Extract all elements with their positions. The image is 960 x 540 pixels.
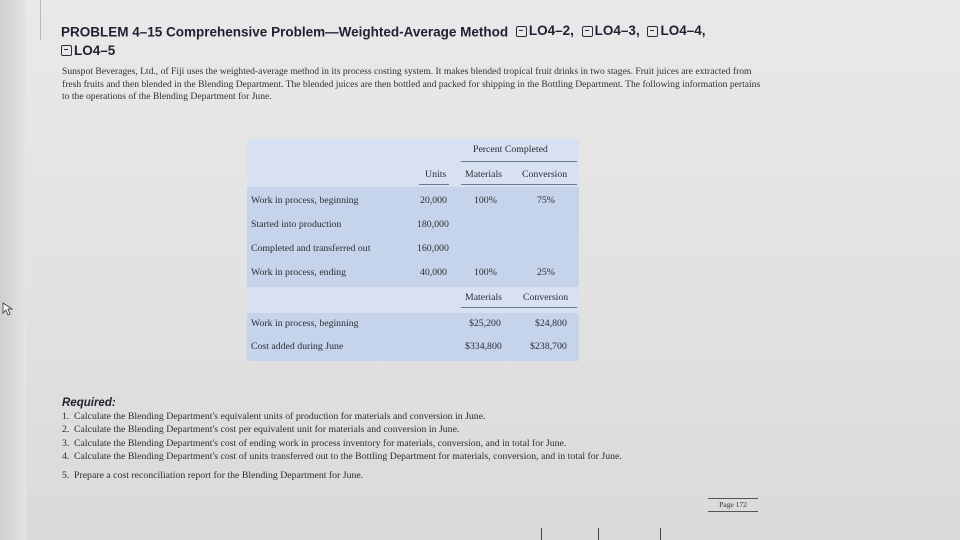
item-number: 2. [62,424,70,436]
row-label: Completed and transferred out [251,243,371,254]
lo-badge[interactable] [647,22,705,40]
row-label: Started into production [251,219,342,230]
item-text: Calculate the Blending Department's cost per equivalent unit for materials and conversion in June. [74,424,460,436]
units-header: Units [425,169,447,180]
page-edge-shadow [0,0,26,540]
item-text: Prepare a cost reconciliation report for the Blending Department for June. [74,470,364,482]
learning-objective-icon [647,26,658,37]
materials-pct: 100% [474,267,497,278]
page-edge-mark [598,528,599,540]
row-label: Work in process, ending [251,267,346,278]
units-value: 180,000 [417,219,449,230]
list-item [62,469,762,482]
item-text: Calculate the Blending Department's cost of units transferred out to the Bottling Department for materials, conversion, and in total for June. [74,450,622,462]
cost-conversion-header: Conversion [523,292,569,303]
problem-intro: Sunspot Beverages, Ltd., of Fiji uses the weighted-average method in its process costing system. It makes blended tropical fruit drinks in two stages. Fruit juices are extracted from fresh fruits and then blended in the Blending Department. The blended juices are then bottled and packed for shipping in the Bottling Department. The following information pertains to the operations of the Blending Department for June. [62,66,761,103]
margin-line [40,0,41,40]
problem-heading [61,22,781,61]
units-value: 40,000 [420,267,447,278]
materials-pct: 100% [474,195,497,206]
units-rule [419,184,449,185]
blending-data-table [247,139,579,361]
row-label: Cost added during June [251,341,344,352]
required-list [62,410,762,482]
lo-badge[interactable] [61,42,115,60]
list-item [62,410,762,423]
learning-objective-icon [516,26,527,37]
units-value: 160,000 [417,243,449,254]
item-number: 3. [62,437,70,449]
learning-objective-icon [61,45,72,56]
problem-title: PROBLEM 4–15 Comprehensive Problem—Weighted-Average Method [61,24,509,40]
item-number: 4. [62,450,70,462]
row-label: Work in process, beginning [251,318,359,329]
required-title: Required: [62,397,116,409]
list-item [62,450,762,463]
lo-badge[interactable] [582,22,640,40]
lo-label: LO4–3, [594,23,640,38]
page-edge-mark [541,528,542,540]
page-number: Page 172 [708,498,758,512]
item-text: Calculate the Blending Department's equivalent units of production for materials and conversion in June. [74,411,486,422]
item-text: Calculate the Blending Department's cost of ending work in process inventory for materials, conversion, and in total for June. [74,437,567,449]
header-rule [461,161,577,162]
conversion-header: Conversion [522,169,568,180]
cursor-icon [2,302,14,316]
lo-label: LO4–5 [74,42,116,58]
learning-objective-icon [582,26,593,37]
conversion-cost: $24,800 [535,318,567,329]
cost-header-rule [461,307,577,308]
item-number: 1. [62,411,70,422]
list-item [62,423,762,436]
list-item [62,437,762,450]
conversion-cost: $238,700 [530,341,567,352]
item-number: 5. [62,470,70,482]
lo-label: LO4–2, [528,23,574,38]
lo-badge[interactable] [516,22,574,40]
percent-completed-header: Percent Completed [473,144,548,155]
materials-cost: $334,800 [465,341,502,352]
materials-header: Materials [465,169,502,180]
conversion-pct: 75% [537,195,555,206]
cost-materials-header: Materials [465,292,502,303]
materials-cost: $25,200 [469,318,501,329]
percent-rule [461,184,577,185]
page-edge-mark [660,528,661,540]
units-value: 20,000 [420,195,447,206]
lo-label: LO4–4, [660,23,706,38]
conversion-pct: 25% [537,267,555,278]
row-label: Work in process, beginning [251,195,359,206]
